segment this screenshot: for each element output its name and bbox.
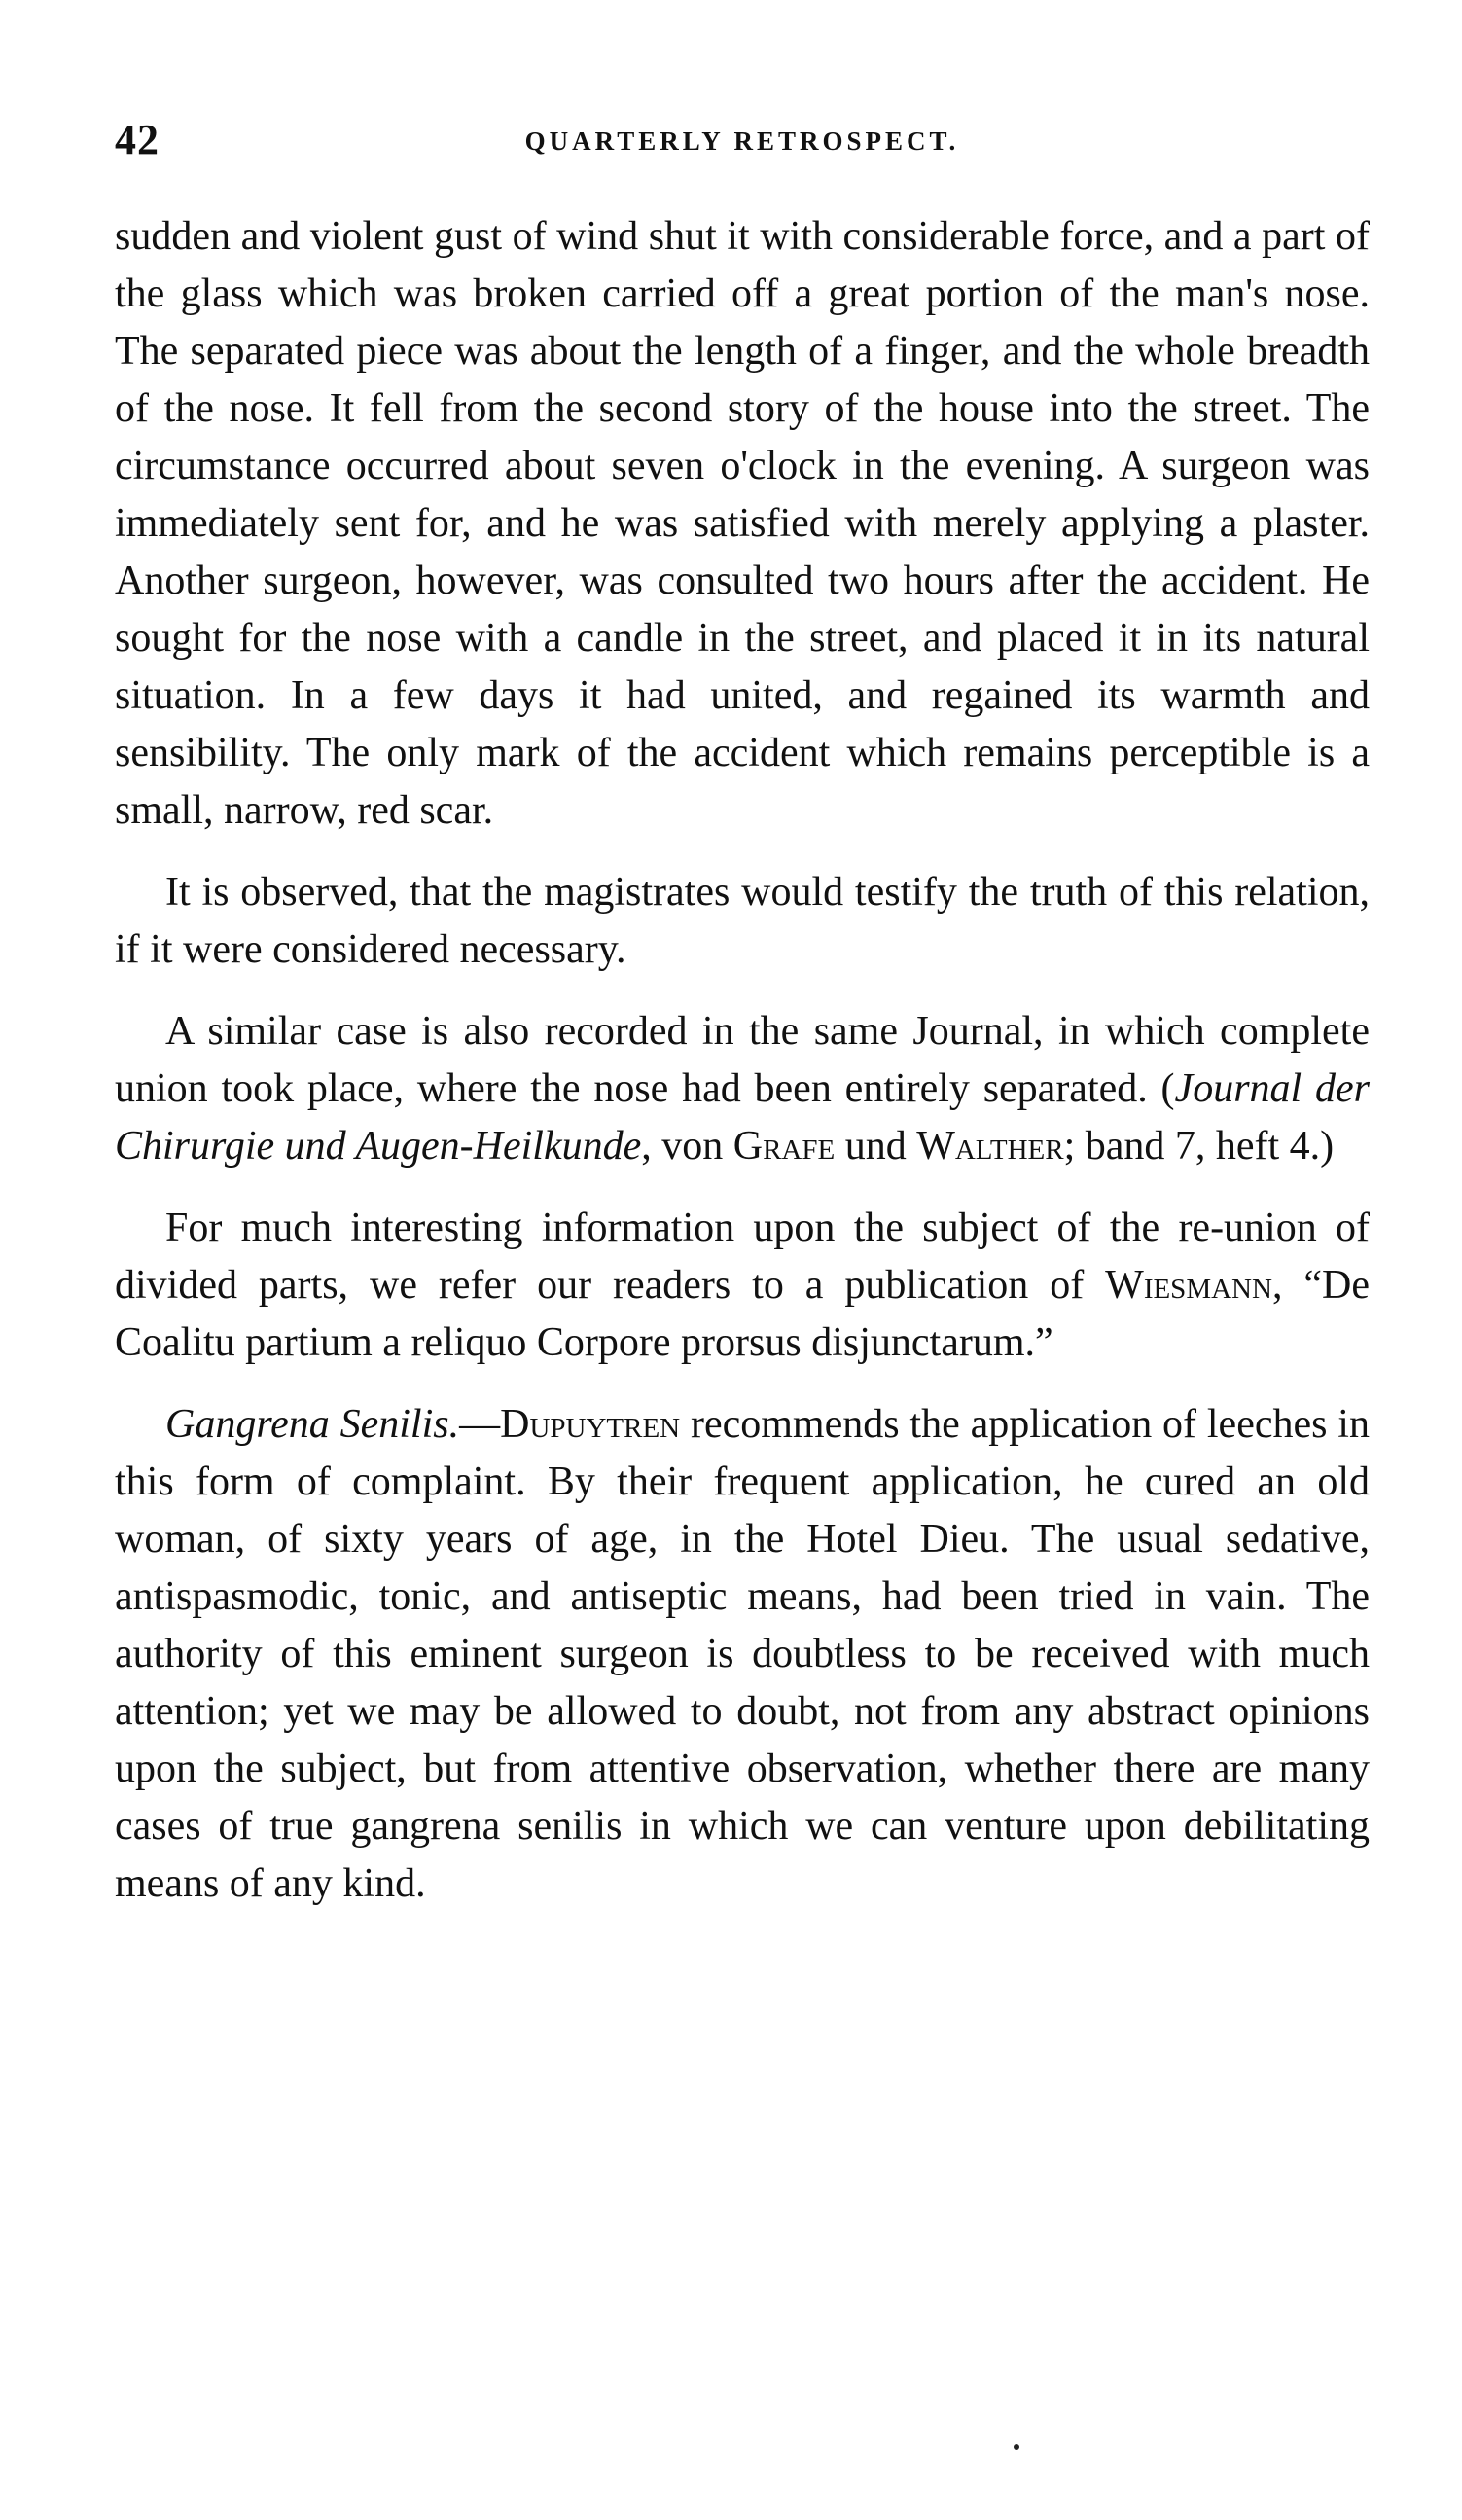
author-name: Walther [916,1124,1064,1169]
page-header [115,115,1370,173]
paragraph-nose-case: sudden and violent gust of wind shut it with considerable force, and a part of the glass which was broken carried off a great portion of the man's nose. The separated piece was about the length of a finger, and the whole breadth of the nose. It fell from the second story of the house into the street. The circumstance occurred about seven o'clock in the evening. A surgeon was immediately sent for, and he was satisfied with merely applying a plaster. Another surgeon, however, was consulted two hours after the accident. He sought for the nose with a candle in the street, and placed it in its natural situation. In a few days it had united, and regained its warmth and sensibility. The only mark of the accident which remains perceptible is a small, narrow, red scar. [115,214,1370,833]
running-title: QUARTERLY RETROSPECT. [524,126,960,156]
paragraph-similar-case [115,1003,1370,1175]
paragraph-text: , “De Coalitu partium a reliquo Corpore prorsus disjunctarum.” [115,1263,1370,1365]
section-lead: Gangrena Senilis. [165,1402,460,1447]
paragraph-text: , von [641,1124,733,1169]
author-name: Wiesmann [1105,1263,1272,1308]
em-dash: — [459,1402,501,1447]
page-number: 42 [115,116,160,163]
ink-speck [1014,2444,1019,2450]
author-name: Grafe [732,1124,836,1169]
author-name: Dupuytren [500,1402,681,1447]
paragraph-reunion [115,1200,1370,1372]
paragraph-text: A similar case is also recorded in the same Journal, in which complete union took place, where the nose had been entirely separated. ( [115,1009,1370,1111]
paragraph-gangrena-senilis [115,1396,1370,1913]
paragraph-text: For much interesting information upon the subject of the re-union of divided parts, we refer our readers to a publication of [115,1206,1370,1308]
journal-title: Journal der Chirurgie und Augen-Heilkunde [115,1066,1370,1169]
paragraph-text: und [835,1124,917,1169]
paragraph-text: recommends the application of leeches in this form of complaint. By their frequent application, he cured an old woman, of sixty years of age, in the Hotel Dieu. The usual sedative, antispasmodic, tonic, and antiseptic means, had been tried in vain. The authority of this eminent surgeon is doubtless to be received with much attention; yet we may be allowed to doubt, not from any abstract opinions upon the subject, but from attentive observation, whether there are many cases of true gangrena senilis in which we can venture upon debilitating means of any kind. [115,1402,1370,1906]
paragraph-text: ; band 7, heft 4.) [1063,1124,1335,1169]
body-text [115,208,1370,1937]
paragraph-magistrates: It is observed, that the magistrates would testify the truth of this relation, if it were considered necessary. [115,870,1370,972]
